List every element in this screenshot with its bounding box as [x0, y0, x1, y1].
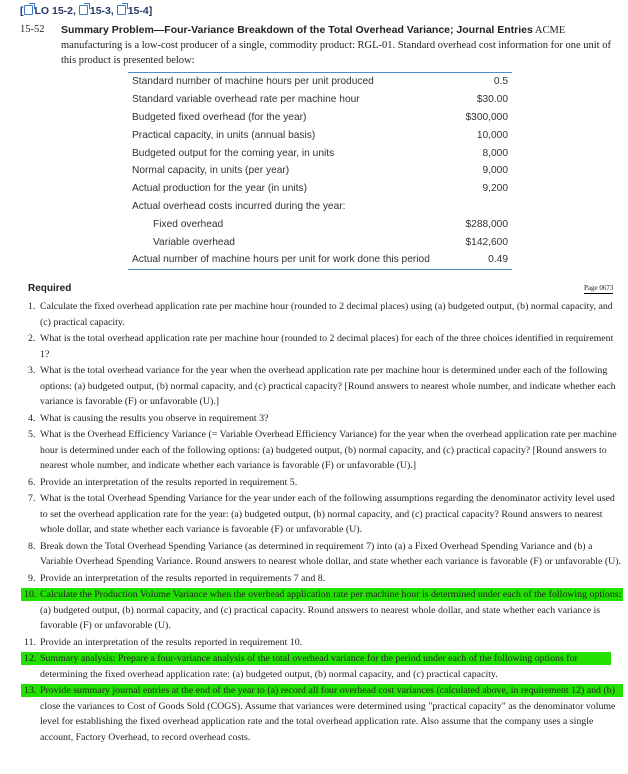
lo-link-15-3[interactable]: 15-3, — [89, 5, 114, 17]
requirements-list — [24, 299, 624, 746]
document-link-icon — [24, 5, 33, 15]
item-number: 11. — [24, 636, 36, 648]
item-text: What is the total overhead variance for the year when the overhead application rate per machine hour is determined under each of the following options: (a) budgeted output, (b) normal capacity, and (c) practical capacity? [Round answers to nearest whole number, and indicate whether each variance is favorable (F) or unfavorable (U).] — [40, 365, 616, 407]
table-row — [128, 162, 512, 180]
row-value: 9,200 — [482, 183, 508, 195]
list-item — [28, 539, 624, 570]
row-label: Budgeted fixed overhead (for the year) — [132, 111, 307, 123]
problem-title-bold: Summary Problem—Four-Variance Breakdown of the Total Overhead Variance; Journal Entries — [61, 24, 533, 36]
item-text: Provide an interpretation of the results reported in requirements 7 and 8. — [40, 572, 326, 584]
item-text: Calculate the fixed overhead application rate per machine hour (rounded to 2 decimal places) using (a) budgeted output, (b) normal capacity, and (c) practical capacity. — [40, 301, 613, 328]
row-value: $300,000 — [465, 111, 508, 123]
table-row — [128, 215, 512, 233]
table-row — [128, 180, 512, 198]
table-row — [128, 73, 512, 91]
row-value: 9,000 — [482, 165, 508, 177]
list-item — [28, 331, 624, 362]
item-number: 2. — [28, 333, 36, 344]
item-text: What is causing the results you observe in requirement 3? — [40, 412, 269, 424]
list-item — [28, 475, 624, 491]
item-text: Provide an interpretation of the results reported in requirement 5. — [40, 476, 298, 488]
problem-number: 15-52 — [20, 24, 45, 35]
row-value: $30.00 — [476, 94, 508, 106]
item-number: 10. — [24, 589, 37, 600]
list-item — [28, 571, 624, 587]
row-value: 0.49 — [488, 254, 508, 266]
row-label: Variable overhead — [153, 236, 235, 248]
row-value: $288,000 — [465, 218, 508, 230]
lo-link-15-4[interactable]: 15-4] — [127, 5, 153, 17]
lo-link-15-2[interactable]: LO 15-2, — [34, 5, 76, 17]
table-row — [128, 91, 512, 109]
item-number: 7. — [28, 493, 36, 504]
row-label: Actual production for the year (in units) — [132, 183, 307, 195]
item-text: Summary analysis: Prepare a four-variance analysis of the total overhead variance for the period under each of the following options for determining the fixed overhead application rate: (a) budgeted output, (b) normal capacity, and (c) practical capacity. — [40, 653, 578, 680]
item-number: 13. — [24, 685, 37, 696]
row-value: 0.5 — [493, 76, 508, 88]
problem-title — [61, 23, 616, 38]
item-text: Break down the Total Overhead Spending Variance (as determined in requirement 7) into (a) a Fixed Overhead Spending Variance and (b) a Variable Overhead Spending Variance. Round answers to nearest whole dollar, and state whether each variance is favorable (F) or unfavorable (U). — [40, 540, 621, 567]
list-item — [28, 427, 624, 474]
document-link-icon — [117, 5, 126, 15]
table-row — [128, 109, 512, 127]
list-item-highlighted — [24, 651, 624, 682]
item-number: 1. — [28, 301, 36, 312]
row-value: $142,600 — [465, 236, 508, 248]
item-number: 12. — [24, 653, 37, 664]
item-text: What is the Overhead Efficiency Variance (= Variable Overhead Efficiency Variance) for the year when the overhead application rate per machine hour is determined under each of the following options: (a) budgeted output, (b) normal capacity, and (c) practical capacity? [Round answers to nearest whole number, and indicate whether each variance is favorable (F) or unfavorable (U).] — [40, 429, 617, 471]
item-number: 9. — [28, 572, 36, 584]
problem-title-rest: ACME — [532, 25, 566, 36]
item-number: 5. — [28, 429, 36, 440]
row-label: Practical capacity, in units (annual basis) — [132, 129, 316, 141]
list-item — [28, 299, 624, 330]
item-number: 4. — [28, 412, 36, 424]
row-label: Standard variable overhead rate per machine hour — [132, 94, 360, 106]
row-label: Normal capacity, in units (per year) — [132, 165, 290, 177]
row-value: 10,000 — [476, 129, 508, 141]
row-label: Fixed overhead — [153, 218, 224, 230]
list-item — [28, 411, 624, 427]
item-text: Calculate the Production Volume Variance when the overhead application rate per machine hour is determined under each of the following options: (a) budgeted output, (b) normal capacity, and (c) practical capacity. Round answers to nearest whole dollar, and state whether each variance is favorable (F) or unfavorable (U). — [40, 589, 622, 631]
row-label: Actual overhead costs incurred during the year: — [132, 200, 346, 212]
list-item — [24, 635, 624, 651]
item-text: What is the total Overhead Spending Variance for the year under each of the following assumptions regarding the denominator activity level used to set the overhead application rate for the year: (a) budgeted output, (b) normal capacity, and (c) practical capacity? Round answers to nearest whole dollar, and state whether each variance is favorable (F) or unfavorable (U). — [40, 493, 615, 535]
table-row — [128, 144, 512, 162]
item-text: What is the total overhead application rate per machine hour (rounded to 2 decimal places) for each of the three choices identified in requirement 1? — [40, 333, 614, 360]
item-number: 8. — [28, 540, 36, 552]
document-link-icon — [79, 5, 88, 15]
list-item — [28, 491, 624, 538]
table-row — [128, 126, 512, 144]
item-number: 6. — [28, 476, 36, 488]
item-number: 3. — [28, 365, 36, 376]
standard-cost-table — [128, 72, 512, 270]
row-label: Budgeted output for the coming year, in units — [132, 147, 335, 159]
item-text: Provide an interpretation of the results reported in requirement 10. — [40, 636, 303, 648]
lo-bracket: [ — [20, 5, 24, 17]
problem-description: manufacturing is a low-cost producer of a single, commodity product: RGL-01. Standard overhead cost information for one unit of this product is presented below: — [61, 40, 611, 66]
list-item-highlighted — [24, 587, 624, 634]
list-item-highlighted — [24, 683, 624, 745]
required-heading: Required — [28, 283, 72, 294]
list-item — [28, 363, 624, 410]
row-label: Standard number of machine hours per unit produced — [132, 76, 374, 88]
table-row — [128, 198, 512, 216]
row-value: 8,000 — [482, 147, 508, 159]
learning-objectives — [20, 5, 152, 17]
item-text: Provide summary journal entries at the end of the year to (a) record all four overhead cost variances (calculated above, in requirement 12) and (b) close the variances to Cost of Goods Sold (COGS). Assume that variances were determined using "practical capacity" as the denominator volume level for establishing the fixed overhead application rate and the total overhead application rate. Also assume that the company uses a single account, Factory Overhead, to record overhead costs. — [40, 685, 616, 743]
table-row — [128, 251, 512, 269]
table-row — [128, 233, 512, 251]
row-label: Actual number of machine hours per unit for work done this period — [132, 254, 430, 266]
page-reference: Page 0673 — [584, 284, 614, 292]
